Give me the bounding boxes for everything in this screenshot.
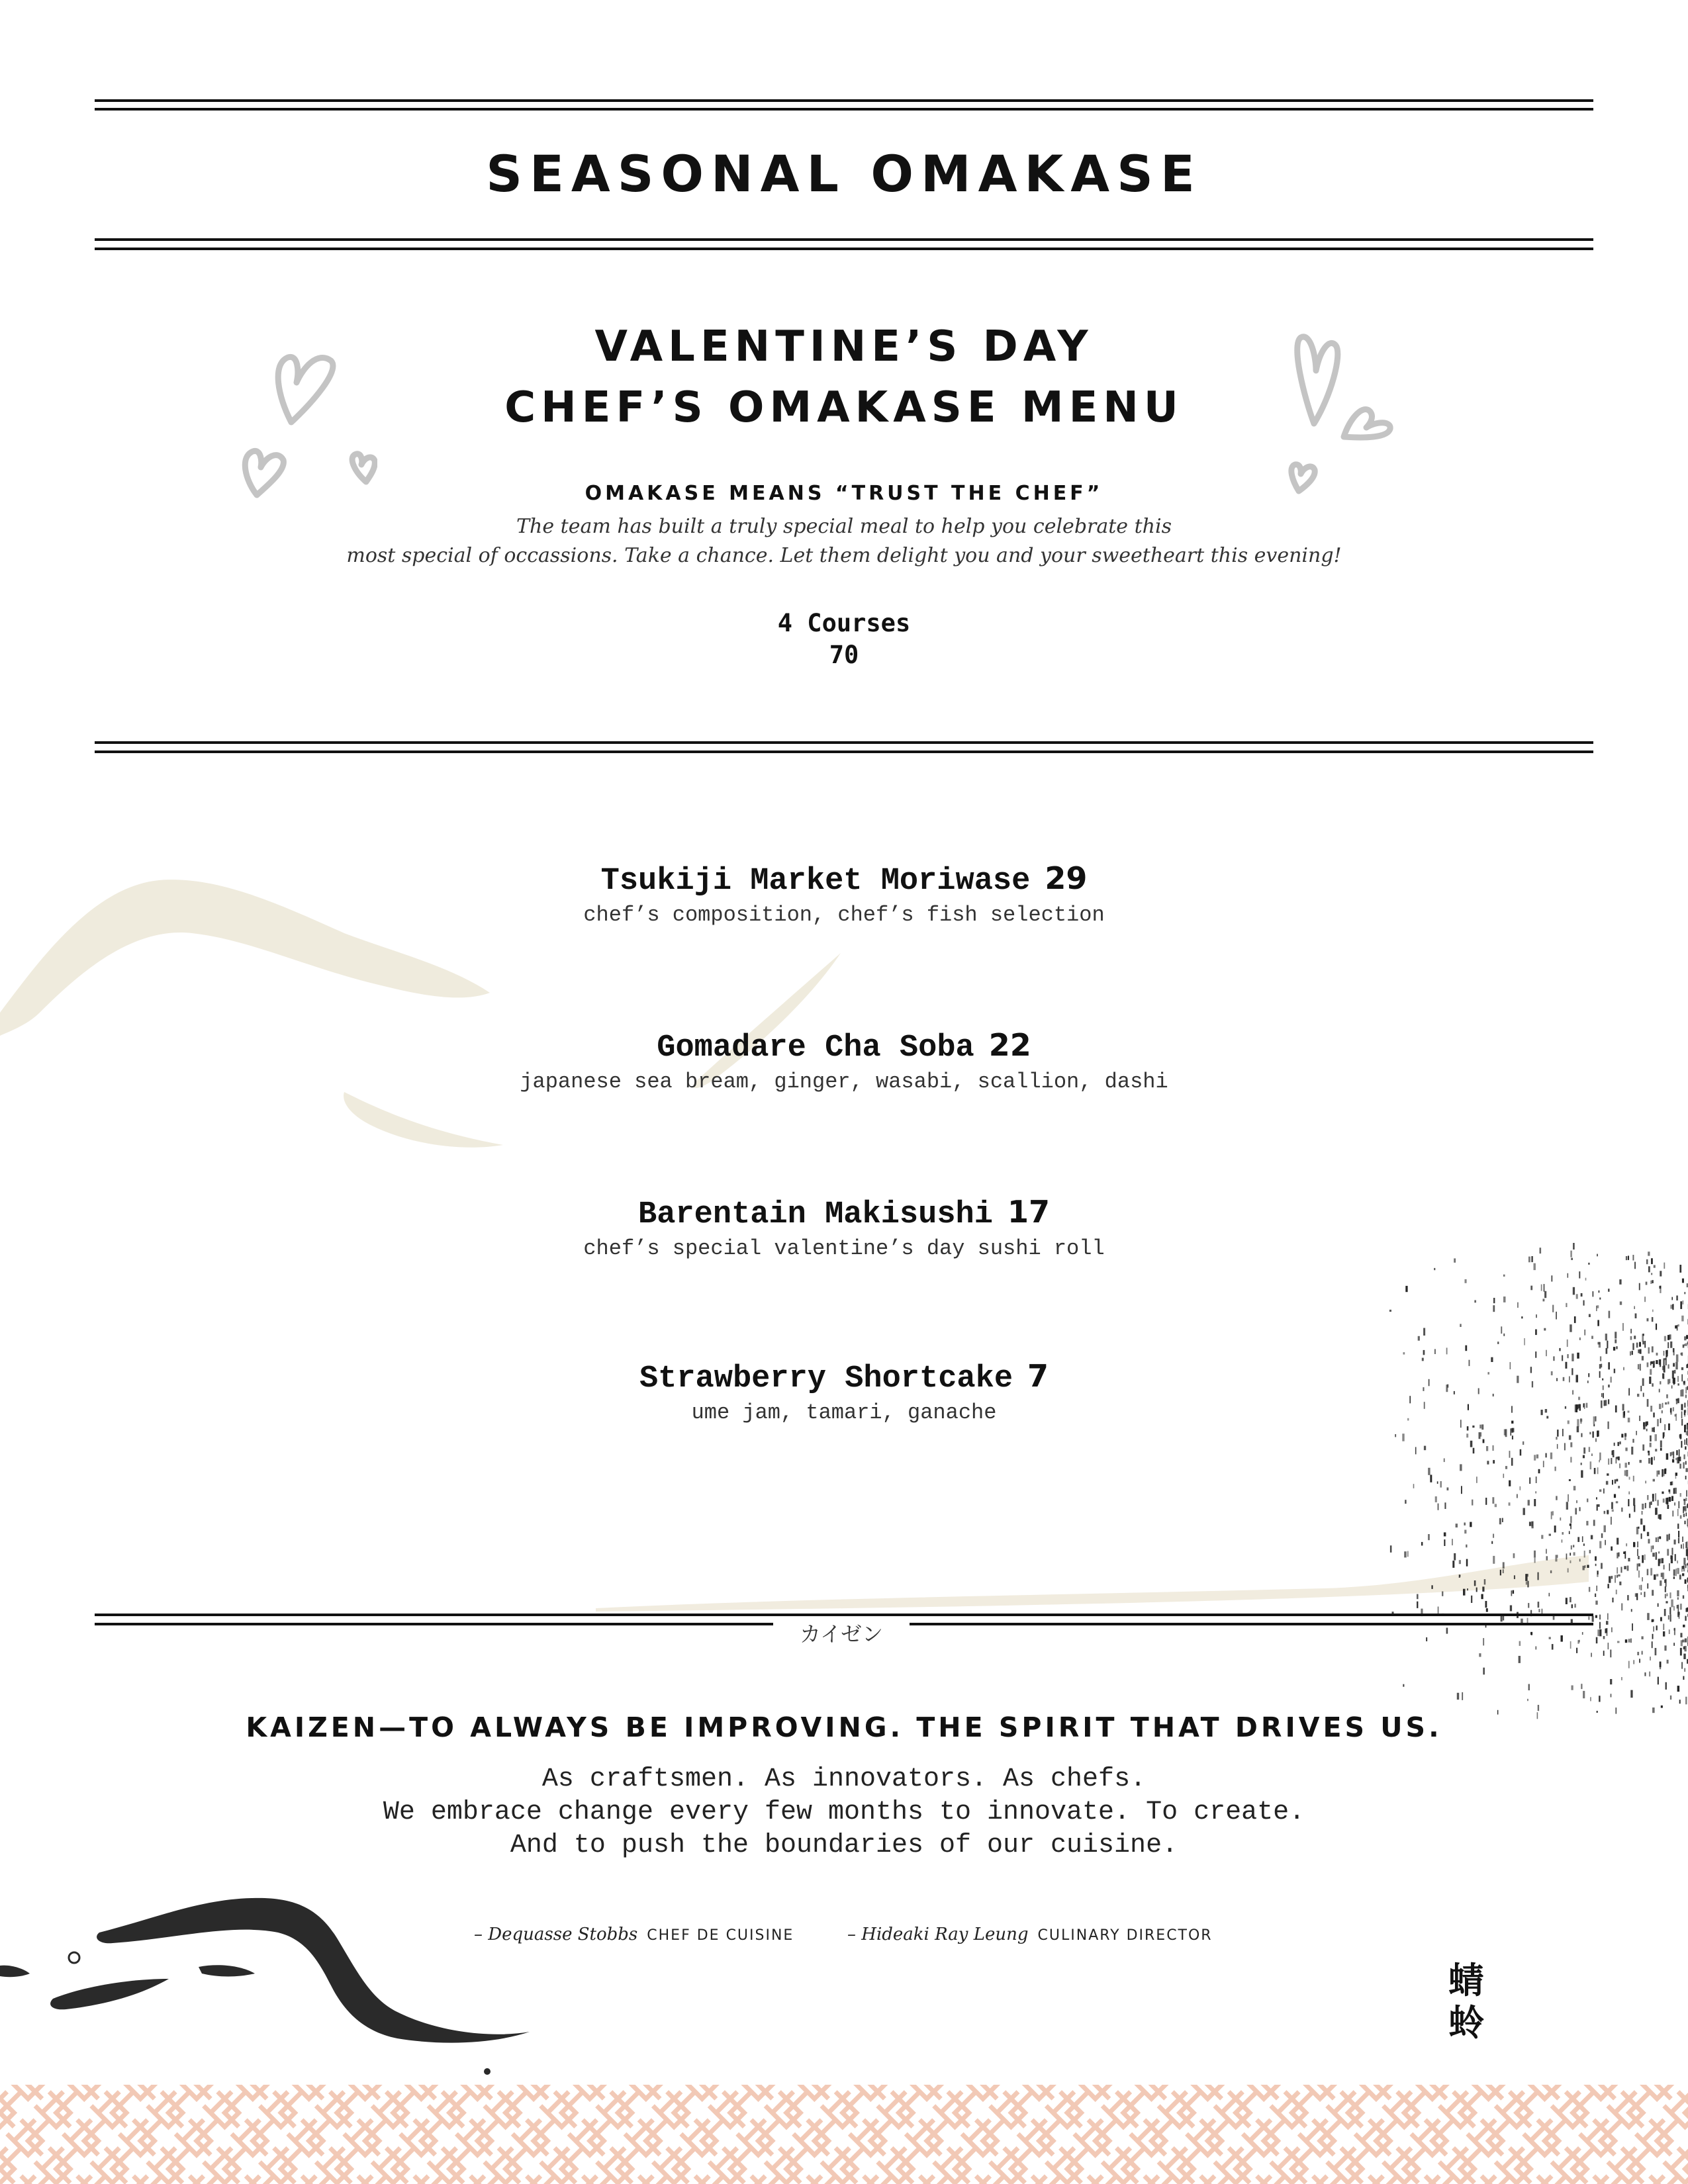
feature-rule-1 [95,741,1593,744]
signature-role: CHEF DE CUISINE [647,1927,794,1944]
feature-intro-line1: The team has built a truly special meal to help you celebrate this [516,515,1172,538]
dish-name: Strawberry Shortcake [639,1361,1013,1396]
dish-description: chef’s composition, chef’s fish selection [583,903,1105,927]
kaizen-japanese-label: カイゼン [773,1617,910,1648]
header-rule-top-1 [95,99,1593,102]
header-rule-bottom-2 [95,248,1593,250]
courses-label: 4 Courses [777,609,911,637]
page-title: SEASONAL OMAKASE [486,144,1202,203]
courses-price: 70 [829,641,859,669]
feature-rule-2 [95,751,1593,753]
signature-director [847,1925,1213,1944]
sayagata-pattern-decoration [0,2085,1688,2184]
feature-headline-line1: VALENTINE’S DAY [594,322,1094,371]
dish-description: chef’s special valentine’s day sushi roll [583,1236,1105,1261]
seal-characters [1443,1959,1489,2044]
header-rule-top-2 [95,108,1593,111]
kaizen-body-line1: As craftsmen. As innovators. As chefs. [541,1764,1147,1794]
ink-wave-decoration [0,1880,543,2091]
footer-rule-1 [95,1614,1593,1616]
dish-description: japanese sea bream, ginger, wasabi, scallion, dashi [520,1069,1168,1094]
dish-description: ume jam, tamari, ganache [691,1400,997,1425]
dish-name: Gomadare Cha Soba [657,1030,974,1066]
feature-tagline: OMAKASE MEANS “TRUST THE CHEF” [585,482,1103,505]
kaizen-body-line3: And to push the boundaries of our cuisine. [510,1831,1178,1860]
dish-price: 22 [988,1027,1031,1063]
dish-price: 7 [1027,1358,1049,1394]
seal-char: 蜻 [1448,1959,1484,2001]
header-rule-bottom-1 [95,238,1593,241]
dish-price: 29 [1045,860,1088,896]
dish-item [0,1027,1688,1094]
dish-name: Tsukiji Market Moriwase [600,864,1031,899]
stipple-decoration [1377,1218,1688,1734]
kaizen-heading: KAIZEN—TO ALWAYS BE IMPROVING. THE SPIRIT THAT DRIVES US. [246,1711,1442,1743]
signature-name: – Hideaki Ray Leung [847,1925,1029,1944]
signature-name: – Dequasse Stobbs [474,1925,638,1944]
feature-intro-line2: most special of occassions. Take a chance. Let them delight you and your sweetheart this evening! [346,544,1342,567]
dish-name: Barentain Makisushi [638,1197,993,1232]
dish-price: 17 [1007,1194,1050,1230]
feature-headline-line2: CHEF’S OMAKASE MENU [504,383,1184,432]
seal-char: 蛉 [1448,2001,1484,2044]
dish-item [0,1358,1688,1425]
kaizen-body-line2: We embrace change every few months to innovate. To create. [383,1797,1305,1827]
dish-item [0,860,1688,927]
dish-item [0,1194,1688,1261]
signature-role: CULINARY DIRECTOR [1037,1927,1213,1944]
